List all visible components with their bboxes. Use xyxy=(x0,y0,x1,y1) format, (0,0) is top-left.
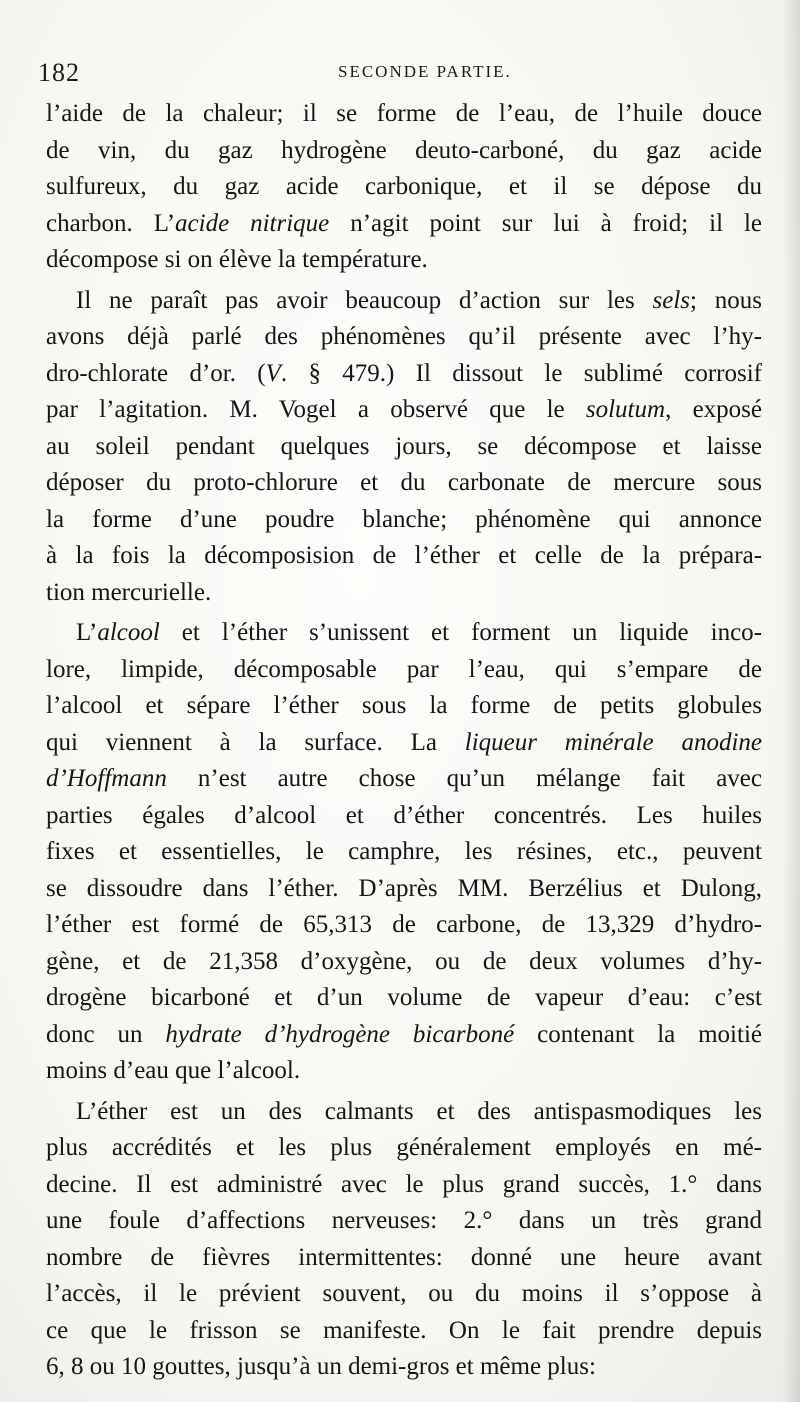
text-run: au soleil pendant quelques jours, se décompose et laisse xyxy=(46,432,762,460)
paragraph xyxy=(46,283,762,612)
text-line xyxy=(46,538,762,575)
text-line xyxy=(46,1313,762,1350)
text-line xyxy=(46,1130,762,1167)
text-line xyxy=(46,206,762,243)
page-number: 182 xyxy=(38,58,80,87)
italic-term: liqueur minérale anodine xyxy=(464,728,762,756)
body-text xyxy=(46,96,762,1386)
text-line xyxy=(46,356,762,393)
text-run: 6, 8 ou 10 gouttes, jusqu’à un demi-gros et même plus: xyxy=(46,1353,596,1380)
running-head: SECONDE PARTIE. xyxy=(338,62,512,81)
text-run: à la fois la décomposision de l’éther et celle de la prépara- xyxy=(46,542,762,569)
text-line xyxy=(46,392,762,429)
text-run: dro-chlorate d’or. ( xyxy=(46,359,266,387)
text-line xyxy=(46,1276,762,1313)
text-line xyxy=(46,1203,762,1240)
text-line xyxy=(46,907,762,944)
text-line xyxy=(46,980,762,1017)
text-run: ; nous xyxy=(690,286,762,314)
text-run: contenant la moitié xyxy=(514,1020,762,1048)
text-line xyxy=(46,944,762,981)
text-run: avons déjà parlé des phénomènes qu’il présente avec l’hy- xyxy=(46,323,762,350)
text-run: et l’éther s’unissent et forment un liquide inco- xyxy=(159,619,762,646)
text-run: L’ xyxy=(76,619,98,646)
text-run: de vin, du gaz hydrogène deuto-carboné, du gaz acide xyxy=(46,136,762,164)
text-run: lore, limpide, décomposable par l’eau, qui s’empare de xyxy=(46,655,762,683)
text-run: tion mercurielle. xyxy=(46,578,212,606)
text-run: Il ne paraît pas avoir beaucoup d’action sur les xyxy=(76,286,653,314)
text-line xyxy=(46,1167,762,1204)
text-line xyxy=(46,615,762,652)
italic-term: hydrate d’hydrogène bicarboné xyxy=(165,1020,515,1048)
text-line xyxy=(46,798,762,835)
italic-term: alcool xyxy=(97,619,160,646)
text-line xyxy=(46,1017,762,1054)
text-run: l’éther est formé de 65,313 de carbone, de 13,329 d’hydro- xyxy=(46,911,762,938)
text-run: . § 479.) Il dissout le sublimé corrosif xyxy=(280,359,762,387)
text-line xyxy=(46,319,762,356)
text-line xyxy=(46,429,762,466)
text-run: decine. Il est administré avec le plus grand succès, 1.° dans xyxy=(46,1170,762,1198)
text-line xyxy=(46,834,762,871)
text-line xyxy=(46,465,762,502)
text-run: ce que le frisson se manifeste. On le fait prendre depuis xyxy=(46,1316,762,1344)
text-line xyxy=(46,133,762,170)
text-run: drogène bicarboné et d’un volume de vapeur d’eau: c’est xyxy=(46,984,762,1011)
text-run: L’éther est un des calmants et des antispasmodiques les xyxy=(76,1097,762,1125)
text-run: fixes et essentielles, le camphre, les résines, etc., peuvent xyxy=(46,838,762,865)
italic-term: acide nitrique xyxy=(175,209,330,237)
text-run: charbon. xyxy=(46,209,154,237)
text-run: l’accès, il le prévient souvent, ou du moins il s’oppose à xyxy=(46,1280,762,1307)
page-edge-shadow xyxy=(782,0,800,1402)
text-run: la forme d’une poudre blanche; phénomène qui annonce xyxy=(46,505,762,533)
text-run: L’ xyxy=(153,209,176,237)
text-run: nombre de fièvres intermittentes: donné une heure avant xyxy=(46,1243,762,1271)
paragraph xyxy=(46,1094,762,1386)
italic-term: d’Hoffmann xyxy=(46,765,167,792)
text-run: gène, et de 21,358 d’oxygène, ou de deux volumes d’hy- xyxy=(46,947,762,975)
text-line xyxy=(46,242,762,279)
text-run: plus accrédités et les plus généralement employés en mé- xyxy=(46,1134,762,1161)
text-run: une foule d’affections nerveuses: 2.° dans un très grand xyxy=(46,1207,762,1234)
text-run: l’alcool et sépare l’éther sous la forme de petits globules xyxy=(46,692,762,719)
text-line xyxy=(46,871,762,908)
italic-term: solutum xyxy=(585,396,666,423)
text-run: donc un xyxy=(46,1020,166,1048)
text-line xyxy=(46,575,762,612)
text-run: , exposé xyxy=(665,396,762,423)
text-line xyxy=(46,761,762,798)
text-line xyxy=(46,96,762,133)
paragraph xyxy=(46,615,762,1090)
page-header xyxy=(38,50,758,90)
text-run: par l’agitation. M. Vogel a observé que le xyxy=(46,396,586,423)
text-run: décompose si on élève la température. xyxy=(46,246,428,273)
text-line xyxy=(46,688,762,725)
text-run: sulfureux, du gaz acide carbonique, et il se dépose du xyxy=(46,173,762,200)
text-run: déposer du proto-chlorure et du carbonate de mercure sous xyxy=(46,469,762,496)
text-line xyxy=(46,725,762,762)
text-line xyxy=(46,1053,762,1090)
italic-term: V xyxy=(265,359,281,387)
text-line xyxy=(46,1094,762,1131)
text-line xyxy=(46,1349,762,1386)
text-line xyxy=(46,1240,762,1277)
text-line xyxy=(46,502,762,539)
paragraph xyxy=(46,96,762,279)
italic-term: sels xyxy=(652,286,691,314)
text-run: n’est autre chose qu’un mélange fait avec xyxy=(166,765,762,792)
text-run: l’aide de la chaleur; il se forme de l’eau, de l’huile douce xyxy=(46,100,762,127)
text-run: qui viennent à la surface. La xyxy=(46,728,465,756)
text-line xyxy=(46,169,762,206)
text-run: parties égales d’alcool et d’éther concentrés. Les huiles xyxy=(46,801,762,829)
text-run: n’agit point sur lui à froid; il le xyxy=(329,209,762,237)
text-line xyxy=(46,652,762,689)
text-line xyxy=(46,283,762,320)
text-run: moins d’eau que l’alcool. xyxy=(46,1057,301,1084)
text-run: se dissoudre dans l’éther. D’après MM. Berzélius et Dulong, xyxy=(46,874,762,902)
